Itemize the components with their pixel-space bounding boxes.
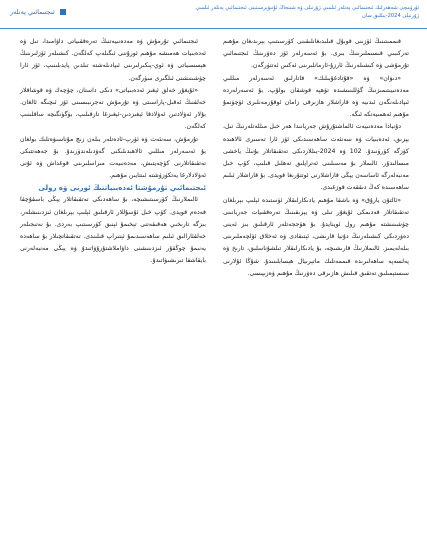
journal-label-group xyxy=(10,8,66,16)
column-right xyxy=(223,36,409,280)
paragraph: ئالىملارنىڭ كۆرسىتىشىچە، بۇ ساھەدىكى تەتقىقاتلار يېڭى باسقۇچقا قەدەم قويدى. كۆپ خىل ئۇسۇللار ئارقىلىق ئېلىپ بېرىلغان ئىزدىنىشلەر، بىزگە تارىخىي ھەقىقەتنى تېخىمۇ ئېنىق كۆرسىتىپ بەردى. بۇ نەتىجىلەر خەلقئارالىق ئىلىم ساھەسىدىمۇ ئېتىراپ قىلىندى. تەتقىقاتچىلار بۇ ساھەدە يەنىمۇ چوڭقۇر ئىزدىنىشنى داۋاملاشتۇرۇۋاتىدۇ ۋە يېڭى مەنبەلەرنى بايقاشقا تىرىشىۋاتىدۇ. xyxy=(20,196,206,265)
paragraph: قىممىتىنىڭ ئۆزىنى قوبۇل قىلىدىغانلىقىنى كۆرسىتىپ بېرىدىغان مۇھىم تەركىبىي قىسىملىرىنىڭ بىرى. بۇ ئەسەرلەر ئۆز دەۋرىنىڭ ئىجتىمائىي تۇرمۇشى ۋە كىشىلەرنىڭ ئارزۇ-ئارمانلىرىنى ئەكس ئەتتۈرگەن. xyxy=(223,38,409,70)
paragraph: ئىجتىمائىي تۇرمۇش ۋە مەدەنىيەتنىڭ تەرەققىياتى داۋامىدا، تىل ۋە ئەدەبىيات ھەمىشە مۇھىم ئورۇننى ئىگىلەپ كەلگەن. كىشىلەر ئۆزلىرىنىڭ ھېسسىياتى ۋە ئوي-پىكىرلىرىنى ئىپادىلەشتە تىلدىن پايدىلىنىپ، ئۆز ئارا چۈشىنىشنى ئىلگىرى سۈرگەن. xyxy=(20,38,206,82)
paragraph: «دىۋان» ۋە «قۇتادغۇبىلىك» قاتارلىق ئەسەرلەر مىللىي مەدەنىيىتىمىزنىڭ گۈللىنىشىدە تۆھپە قوشقان بولۇپ، بۇ ئەسەرلەردە ئىپادىلەنگەن ئىدىيە ۋە قاراشلار ھازىرقى زامان ئوقۇرمەنلىرى ئۈچۈنمۇ مۇھىم ئەھمىيەتكە ئىگە. xyxy=(223,74,409,119)
section-heading: ئىجتىمائىي تۇرمۇشتا ئەدەبىياتنىڭ ئورنى ۋە رولى xyxy=(38,184,206,193)
journal-label: ئىجتىمائىي پەنلەر xyxy=(10,8,55,16)
paragraph: دۇنيادا مەدەنىيەت ئالماشتۇرۇش جەريانىدا ھەر خىل مىللەتلەرنىڭ تىل، يېزىق، ئەدەبىيات ۋە سەنئەت ساھەسىدىكى ئۆز ئارا تەسىرى ئالاھىدە كۆزگە كۆرۈنىدۇ. 102 ۋە 2024-يىللاردىكى تەتقىقاتلار بۇنىڭ ياخشى مىسالىدۇر. ئالىملار بۇ مەسىلىنى ئەتراپلىق تەھلىل قىلىپ، كۆپ خىل مەنبەلەرگە ئاساسەن يېڭى قاراشلارنى ئوتتۇرىغا قويدى. بۇ قاراشلار ئىلىم ساھەسىدە كەڭ دىققەت قوزغىدى. xyxy=(223,123,409,192)
journal-info: ئۈرۈمچى شەھەرلىك ئىجتىمائىي پەنلەر ئىلمىي ژۇرنىلى ۋە شىنجاڭ ئۇنىۋېرسىتېتى ئىجتىمائىي پەنلەر ئىلمىي ژۇرنىلى 2024-يىللىق سان xyxy=(195,5,419,19)
square-bullet-icon xyxy=(60,9,66,15)
paragraph: «ئالتۇن يارۇق» ۋە باشقا مۇھىم يادىكارلىقلار ئۈستىدە ئېلىپ بېرىلغان تەتقىقاتلار قەدىمكى ئۇيغۇر تىلى ۋە يېزىقىنىڭ تەرەققىيات جەريانىنى چۈشىنىشتە مۇھىم رول ئوينايدۇ. بۇ ھۆججەتلەر ئارقىلىق بىز ئەينى دەۋردىكى كىشىلەرنىڭ دۇنيا قارىشى، ئېتىقادى ۋە ئەخلاق ئۆلچەملىرىنى بىلەلەيمىز. ئالىملارنىڭ قارىشىچە، بۇ يادىكارلىقلار تىلشۇناسلىق، تارىخ ۋە پەلسەپە ساھەلىرىدە قىممەتلىك ماتېرىيال ھېسابلىنىدۇ. شۇڭا ئۇلارنى سىستېمىلىق تەتقىق قىلىش ھازىرقى دەۋرنىڭ مۇھىم ۋەزىپىسى. xyxy=(223,196,409,277)
paragraph: تۇرمۇش، سەنئەت ۋە ئۆرپ-ئادەتلەر بىلەن زىچ مۇناسىۋەتلىك بولغان بۇ ئەسەرلەر مىللىي ئالاھىدىلىكنى گەۋدىلەندۈرىدۇ. بۇ جەھەتتىكى تەتقىقاتلارنى كۈچەيتىش، مەدەنىيەت مىراسلىرىنى قوغداش ۋە ئۇنى ئەۋلادلارغا يەتكۈزۈشتە ئىنتايىن مۇھىم. xyxy=(20,135,206,180)
page-header xyxy=(0,0,427,29)
column-left xyxy=(20,36,206,268)
paragraph: «ئۇيغۇر خەلق ئېغىز ئەدەبىياتى» دىكى داستان، چۆچەك ۋە قوشاقلار خەلقنىڭ ئەقىل-پاراسىتى ۋە تۇرمۇش تەجرىبىسىنى ئۆز ئىچىگە ئالغان. بۇلار ئەۋلادتىن ئەۋلادقا ئېغىزدىن-ئېغىزغا تارقىلىپ، بۈگۈنگىچە ساقلىنىپ كەلگەن. xyxy=(20,86,206,131)
